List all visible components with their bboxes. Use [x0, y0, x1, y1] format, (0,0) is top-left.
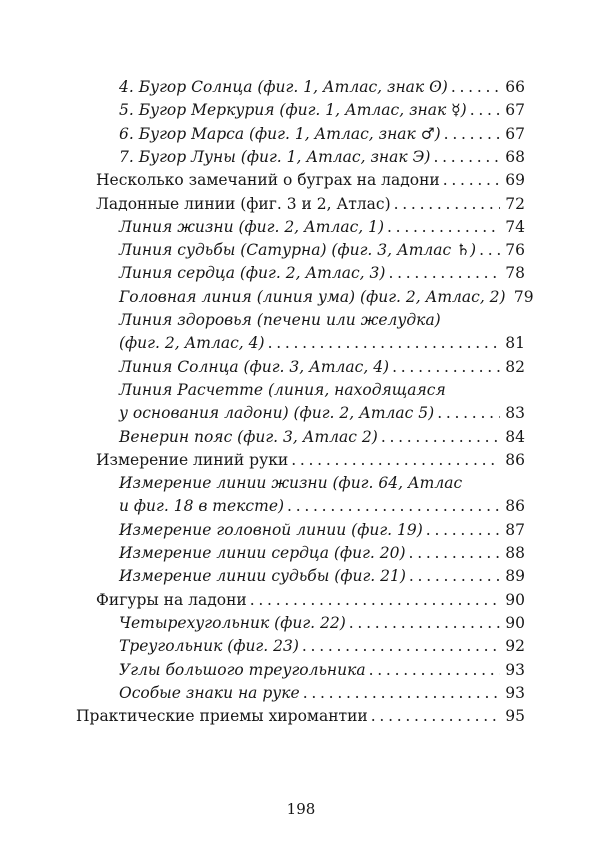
toc-entry-title: Фигуры на ладони [96, 590, 247, 609]
toc-leader-dots [443, 169, 500, 191]
toc-leader-dots [250, 589, 500, 611]
toc-leader-dots [451, 76, 500, 98]
toc-entry [119, 402, 525, 424]
toc-entry-title: Венерин пояс (фиг. 3, Атлас 2) [119, 427, 378, 446]
toc-leader-dots [349, 612, 500, 634]
page-number: 198 [286, 800, 316, 818]
toc-entry [96, 169, 525, 191]
toc-entry-title: Четырехугольник (фиг. 22) [119, 613, 346, 632]
toc-entry-page: 78 [505, 264, 525, 283]
toc-leader-dots [409, 542, 500, 564]
toc-entry-title: у основания ладони) (фиг. 2, Атлас 5) [119, 404, 435, 423]
toc-entry-page: 68 [505, 147, 525, 166]
toc-entry-page: 87 [505, 520, 525, 539]
toc-entry [119, 309, 525, 331]
toc-entry [119, 76, 525, 98]
toc-entry-page: 79 [513, 287, 534, 306]
toc-entry-page: 69 [505, 171, 525, 190]
toc-leader-dots [433, 146, 500, 168]
toc-entry [119, 239, 525, 261]
toc-leader-dots [409, 565, 500, 587]
toc-entry-page: 90 [505, 590, 525, 609]
toc-entry-title: Линия здоровья (печени или желудка) [119, 311, 441, 329]
toc-entry [119, 426, 525, 448]
toc-entry-title: Головная линия (линия ума) (фиг. 2, Атлас, 2) [119, 287, 506, 306]
toc-entry-title: Линия судьбы (Сатурна) (фиг. 3, Атлас ♄) [119, 241, 477, 260]
toc-entry-title: (фиг. 2, Атлас, 4) [119, 334, 265, 353]
toc-leader-dots [388, 262, 500, 284]
toc-entry-page: 89 [505, 567, 525, 586]
toc-entry [119, 146, 525, 168]
toc-entry-title: Линия жизни (фиг. 2, Атлас, 1) [119, 217, 385, 236]
toc-entry-title: 5. Бугор Меркурия (фиг. 1, Атлас, знак ☿) [119, 101, 467, 120]
toc-leader-dots [302, 635, 500, 657]
toc-entry-page: 67 [505, 101, 525, 120]
toc-entry [119, 495, 525, 517]
toc-leader-dots [291, 449, 500, 471]
toc-entry-page: 81 [505, 334, 525, 353]
toc-entry-title: Измерение линии сердца (фиг. 20) [119, 544, 406, 562]
toc-leader-dots [470, 99, 500, 121]
toc-entry-page: 86 [505, 497, 525, 516]
toc-leader-dots [479, 239, 500, 261]
toc-entry [119, 635, 525, 657]
toc-leader-dots [426, 519, 500, 541]
toc-entry [119, 682, 525, 704]
toc-entry [119, 99, 525, 121]
toc-entry-title: Измерение линии жизни (фиг. 64, Атлас [119, 474, 463, 493]
toc-entry-page: 90 [505, 613, 525, 632]
toc-entry-page: 82 [505, 357, 525, 376]
toc-entry-title: Измерение головной линии (фиг. 19) [119, 520, 423, 539]
toc-entry-page: 72 [505, 194, 525, 213]
toc-entry-page: 84 [505, 427, 525, 446]
toc-leader-dots [287, 495, 500, 517]
toc-leader-dots [381, 426, 500, 448]
toc-entry [96, 449, 525, 471]
toc-leader-dots [392, 356, 500, 378]
toc-entry [96, 589, 525, 611]
toc-entry [119, 519, 525, 541]
toc-leader-dots [369, 659, 500, 681]
toc-entry-title: Линия Расчетте (линия, находящаяся [119, 380, 446, 399]
toc-entry [119, 356, 525, 378]
toc-entry-page: 93 [505, 660, 525, 679]
toc-entry-title: 4. Бугор Солнца (фиг. 1, Атлас, знак ʘ) [119, 78, 448, 96]
toc-entry [96, 193, 525, 215]
toc-leader-dots [444, 123, 500, 145]
toc-entry-title: 7. Бугор Луны (фиг. 1, Атлас, знак Э) [119, 147, 431, 166]
toc-entry [119, 379, 525, 401]
toc-entry-title: Измерение линий руки [96, 450, 289, 469]
toc-entry-page: 76 [505, 241, 525, 260]
toc-leader-dots [371, 705, 500, 727]
toc-entry [119, 262, 525, 284]
toc-entry-title: Особые знаки на руке [119, 683, 300, 702]
toc-entry-page: 83 [505, 404, 525, 423]
toc-entry [119, 612, 525, 634]
toc-entry-title: Линия Солнца (фиг. 3, Атлас, 4) [119, 357, 390, 376]
toc-entry-title: Измерение линии судьбы (фиг. 21) [119, 567, 406, 586]
toc-entry [119, 332, 525, 354]
toc-entry-title: и фиг. 18 в тексте) [119, 497, 285, 516]
toc-entry-title: Несколько замечаний о буграх на ладони [96, 171, 440, 190]
toc-entry [119, 472, 525, 494]
toc-entry-page: 66 [505, 78, 525, 96]
toc-entry-page: 88 [505, 544, 525, 562]
toc-entry-page: 86 [505, 450, 525, 469]
toc-leader-dots [303, 682, 500, 704]
toc-entry [119, 542, 525, 564]
toc-entry [119, 565, 525, 587]
toc-entry-title: Линия сердца (фиг. 2, Атлас, 3) [119, 264, 386, 283]
toc-leader-dots [437, 402, 500, 424]
toc-entry-page: 74 [505, 217, 525, 236]
toc-entry [119, 659, 525, 681]
toc-entry-title: Практические приемы хиромантии [76, 707, 368, 726]
toc-entry [76, 705, 525, 727]
toc-leader-dots [268, 332, 500, 354]
toc-entry [119, 286, 534, 308]
toc-entry-title: Ладонные линии (фиг. 3 и 2, Атлас) [96, 194, 391, 213]
toc-entry [119, 123, 525, 145]
toc-entry-page: 92 [505, 637, 525, 656]
toc-entry-page: 95 [505, 707, 525, 726]
toc-entry-title: 6. Бугор Марса (фиг. 1, Атлас, знак ♂) [119, 124, 441, 143]
toc-entry-title: Углы большого треугольника [119, 660, 366, 679]
toc-entry-page: 93 [505, 683, 525, 702]
toc-entry-title: Треугольник (фиг. 23) [119, 637, 299, 656]
toc-entry-page: 67 [505, 124, 525, 143]
toc-leader-dots [394, 193, 500, 215]
toc-leader-dots [387, 216, 500, 238]
toc-entry [119, 216, 525, 238]
